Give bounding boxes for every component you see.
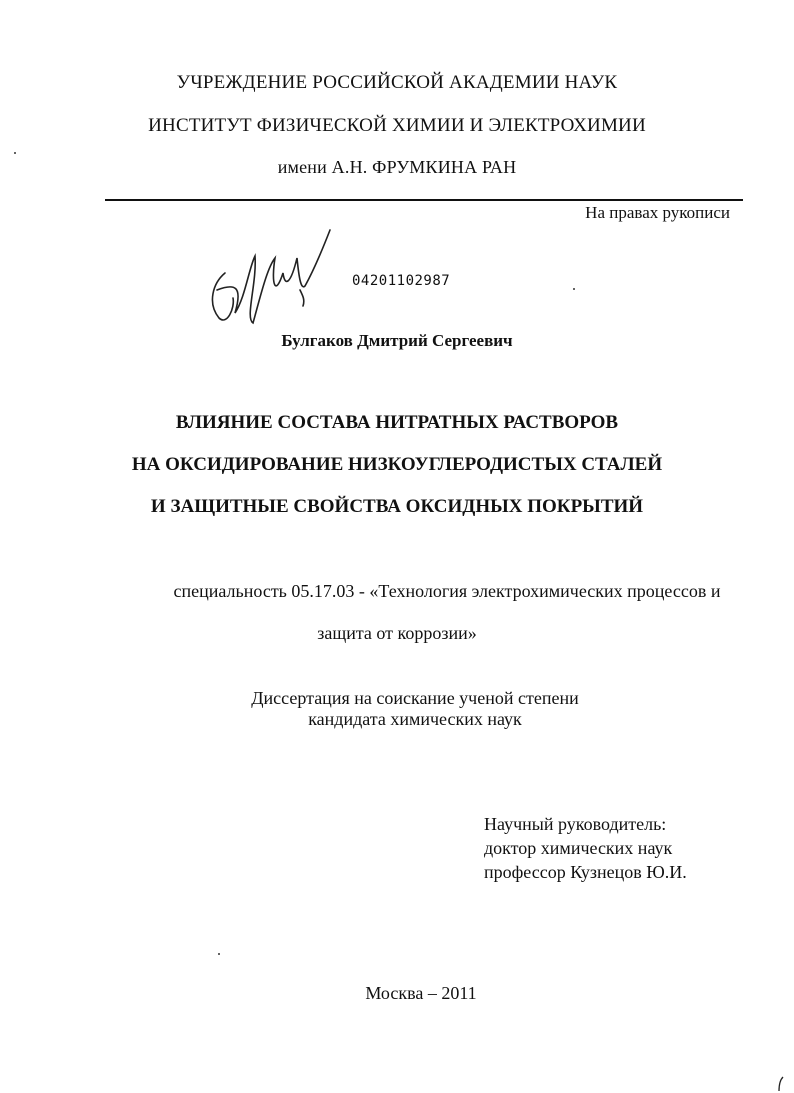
advisor-rank: доктор химических наук <box>484 838 673 858</box>
author-name: Булгаков Дмитрий Сергеевич <box>281 331 513 350</box>
signature-icon <box>205 228 335 333</box>
specialty-line-2: защита от коррозии» <box>317 623 477 643</box>
degree-line-1: Диссертация на соискание ученой степени <box>251 688 579 708</box>
title-line-2: НА ОКСИДИРОВАНИЕ НИЗКОУГЛЕРОДИСТЫХ СТАЛЕЙ <box>131 454 663 475</box>
specialty-line-1: специальность 05.17.03 - «Технология электрохимических процессов и <box>173 581 721 601</box>
scan-mark <box>776 1076 786 1092</box>
institution-line-1: УЧРЕЖДЕНИЕ РОССИЙСКОЙ АКАДЕМИИ НАУК <box>176 72 618 93</box>
scan-speck <box>218 953 220 955</box>
header-divider <box>105 199 743 201</box>
city-year: Москва – 2011 <box>365 983 477 1003</box>
rights-note: На правах рукописи <box>585 203 730 222</box>
institution-line-2: ИНСТИТУТ ФИЗИЧЕСКОЙ ХИМИИ И ЭЛЕКТРОХИМИИ <box>148 115 646 136</box>
degree-line-2: кандидата химических наук <box>308 709 522 729</box>
scan-speck <box>573 288 575 290</box>
scan-speck <box>14 152 16 154</box>
title-line-3: И ЗАЩИТНЫЕ СВОЙСТВА ОКСИДНЫХ ПОКРЫТИЙ <box>150 496 644 517</box>
title-line-1: ВЛИЯНИЕ СОСТАВА НИТРАТНЫХ РАСТВОРОВ <box>175 412 619 433</box>
institution-line-3: имени А.Н. ФРУМКИНА РАН <box>277 157 517 177</box>
advisor-label: Научный руководитель: <box>484 814 667 834</box>
catalog-code: 04201102987 <box>352 273 451 289</box>
advisor-name: профессор Кузнецов Ю.И. <box>484 862 687 882</box>
advisor-block <box>484 812 687 884</box>
